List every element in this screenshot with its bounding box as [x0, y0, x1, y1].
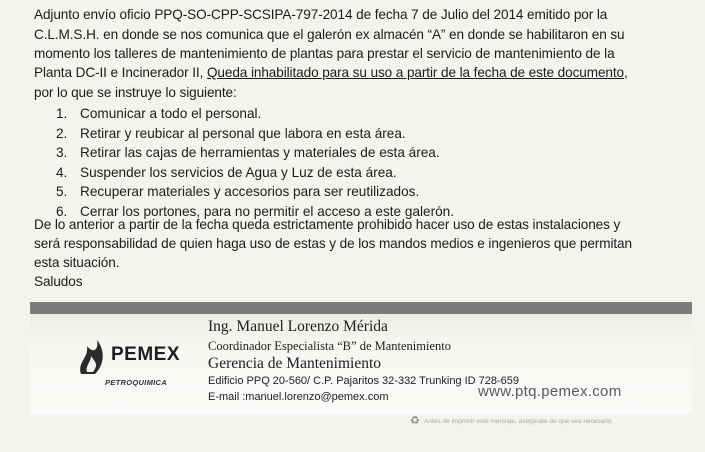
list-item-number: 2.: [56, 125, 68, 141]
list-item-number: 5.: [56, 184, 68, 199]
website-link[interactable]: www.ptq.pemex.com: [478, 383, 622, 400]
letter-line-2: C.L.M.S.H. en donde se nos comunica que el galerón ex almacén “A” en donde se habilitaron en su: [34, 27, 625, 42]
closing-line-2: será responsabilidad de quien haga uso de estas y de los mandos medios e ingenieros que permitan: [34, 236, 632, 251]
list-item: [56, 163, 454, 183]
list-item-text: Suspender los servicios de Agua y Luz de esta área.: [80, 164, 397, 180]
letter-line-1: Adjunto envío oficio PPQ-SO-CPP-SCSIPA-797-2014 de fecha 7 de Julio del 2014 emitido por la: [34, 7, 608, 22]
pemex-logo: [75, 336, 215, 396]
signer-title: Coordinador Especialista “B” de Mantenimiento: [208, 339, 451, 353]
recycle-icon: ♻: [410, 415, 420, 427]
signer-address: Edificio PPQ 20-560/ C.P. Pajaritos 32-332 Trunking ID 728-659: [208, 375, 520, 387]
closing-line-3: esta situación.: [34, 255, 120, 270]
list-item-number: 1.: [56, 106, 68, 121]
list-item: [56, 182, 454, 202]
list-item: [56, 124, 454, 144]
petroquimica-logo-text: PETROQUIMICA: [105, 378, 167, 387]
letter-line-4-text: Planta DC-II e Incinerador II,: [34, 65, 207, 80]
list-item-number: 6.: [56, 203, 68, 219]
instruction-list: [56, 104, 454, 221]
print-notice: Antes de imprimir este mensaje, asegúrate de que sea necesario: [424, 418, 612, 425]
signer-email[interactable]: E-mail :manuel.lorenzo@pemex.com: [208, 391, 389, 403]
list-item: [56, 104, 454, 124]
pemex-logo-text: PEMEX: [111, 344, 181, 365]
signature-top-bar: [30, 302, 692, 314]
list-item-text: Retirar y reubicar al personal que labora en esta área.: [80, 125, 406, 141]
letter-line-3: momento los talleres de mantenimiento de plantas para prestar el servicio de mantenimiento de la: [34, 46, 615, 61]
letter-line-4: [34, 64, 628, 81]
list-item-text: Recuperar materiales y accesorios para ser reutilizados.: [80, 184, 420, 199]
email-signature-block: [30, 302, 692, 414]
list-item-text: Retirar las cajas de herramientas y materiales de esta área.: [80, 145, 440, 160]
closing-line-1: De lo anterior a partir de la fecha queda estrictamente prohibido hacer uso de estas instalaciones y: [34, 217, 621, 232]
letter-line-5: por lo que se instruye lo siguiente:: [34, 85, 237, 100]
list-item-text: Cerrar los portones, para no permitir el acceso a este galerón.: [80, 203, 455, 219]
list-item: [56, 143, 454, 163]
salutation: Saludos: [34, 274, 83, 289]
list-item-number: 4.: [56, 164, 68, 180]
signer-department: Gerencia de Mantenimiento: [208, 355, 382, 372]
list-item-number: 3.: [56, 145, 68, 160]
letter-line-4-end: ,: [624, 65, 628, 80]
signer-name: Ing. Manuel Lorenzo Mérida: [208, 318, 388, 335]
inhabilitado-statement: Queda inhabilitado para su uso a partir de la fecha de este documento: [206, 65, 625, 80]
list-item-text: Comunicar a todo el personal.: [80, 106, 262, 121]
pemex-logo-icon: [75, 336, 111, 376]
